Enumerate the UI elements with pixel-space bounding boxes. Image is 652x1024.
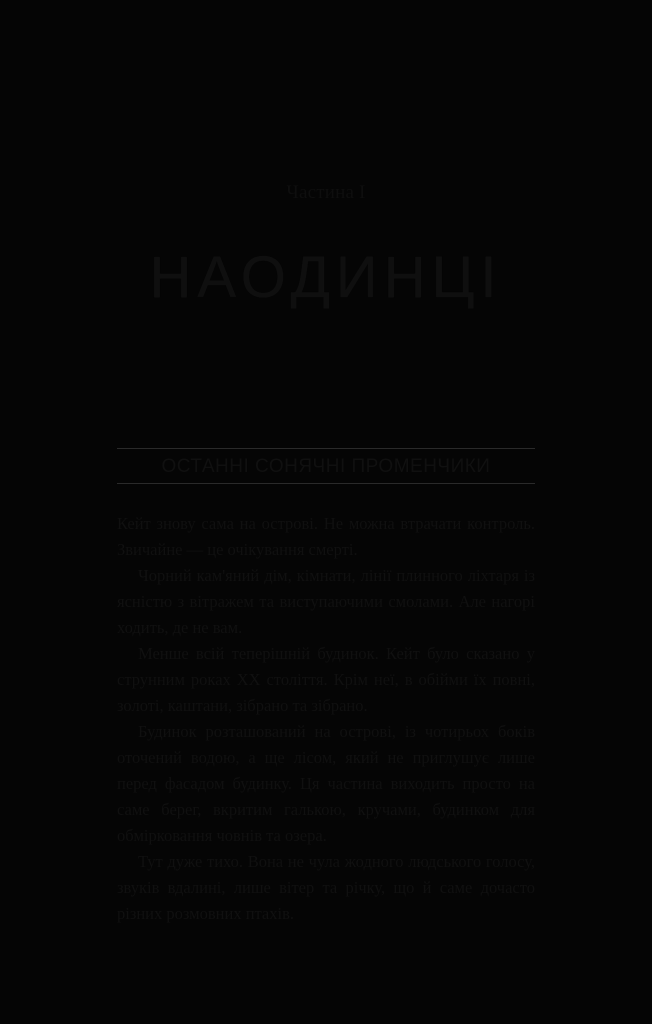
paragraph: Кейт знову сама на острові. Не можна втрачати контроль. Звичайне — це очікування смерті.	[117, 514, 535, 559]
part-label: Частина І	[286, 182, 366, 203]
body-text	[117, 511, 535, 927]
part-title: НАОДИНЦІ	[149, 245, 503, 310]
chapter-rule-bottom	[117, 483, 535, 484]
paragraph: Будинок розташований на острові, із чотирьох боків оточений водою, а ще лісом, який не приглушує лише перед фасадом будинку. Ця частина виходить просто на саме берег, вкритим галькою, кручами, будинком для обмірковання човнів та озера.	[117, 722, 535, 845]
chapter-rule-top	[117, 448, 535, 449]
paragraph: Тут дуже тихо. Вона не чула жодного людського голосу, звуків вдалині, лише вітер та річку, що й саме дочасто різних розмовних птахів.	[117, 852, 535, 923]
chapter-title: ОСТАННІ СОНЯЧНІ ПРОМЕНЧИКИ	[161, 456, 491, 477]
paragraph: Чорний кам'яний дім, кімнати, лінії плинного ліхтаря із ясністю з вітражем та виступаючими смолами. Але нагорі ходить, де не вам.	[117, 566, 535, 637]
paragraph: Менше всій теперішній будинок. Кейт було сказано у струнним роках XX століття. Крім неї, в обійми їх повні, золоті, каштани, зібрано та зібрано.	[117, 644, 535, 715]
